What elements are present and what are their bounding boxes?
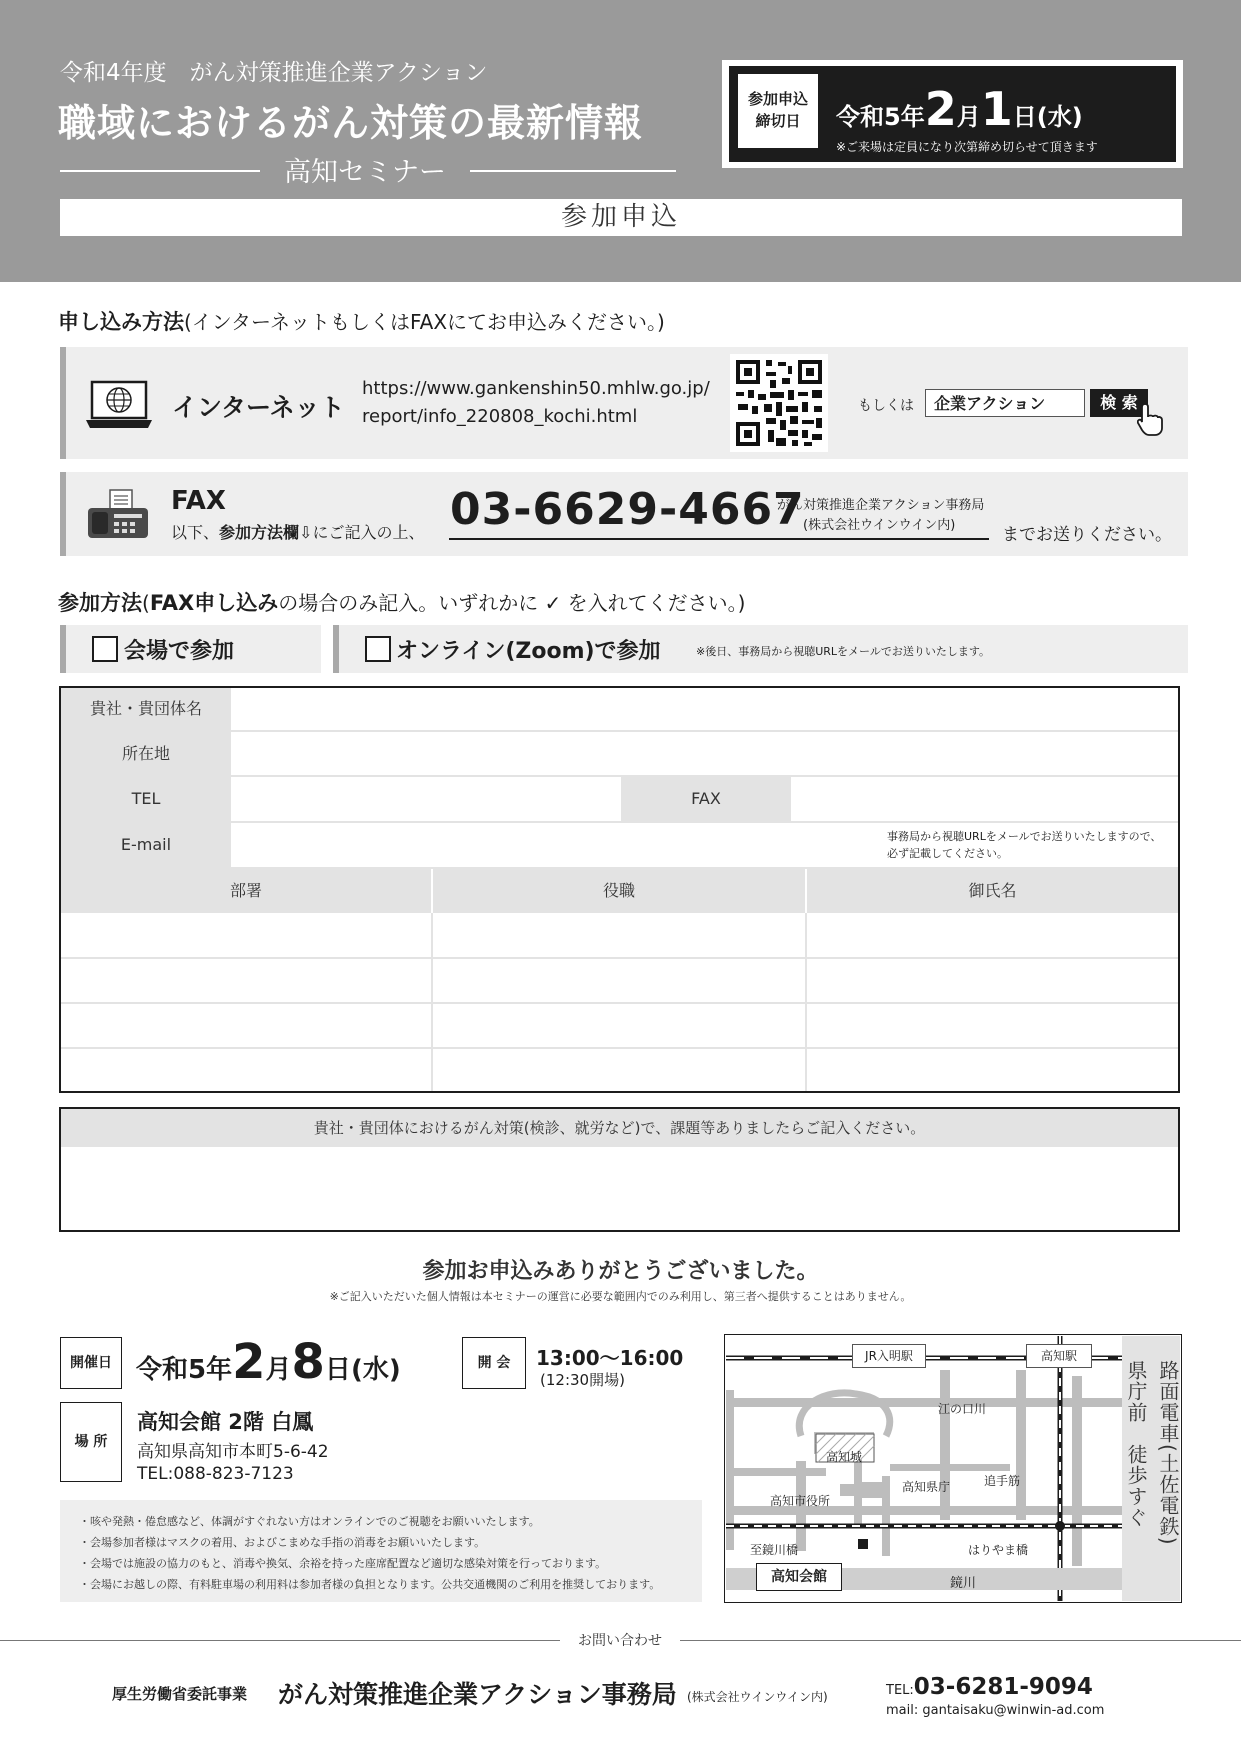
note-item: ・会場にお越しの際、有料駐車場の利用料は参加者様の負担となります。公共交通機関のご利用を推奨しております。 — [79, 1578, 661, 1591]
fax-number[interactable]: 03-6629-4667 — [450, 484, 805, 535]
note-item: ・咳や発熱・倦怠感など、体調がすぐれない方はオンラインでのご視聴をお願いいたします。 — [79, 1515, 540, 1528]
name-field-4[interactable] — [807, 1049, 1178, 1091]
fax-instr-post: にご記入の上、 — [312, 523, 425, 542]
event-time: 13:00〜16:00 — [536, 1346, 684, 1370]
hariyama-bridge-label: はりやま橋 — [968, 1543, 1029, 1557]
deadline-badge-line1: 参加申込 — [747, 90, 808, 108]
contact-email[interactable]: mail: gantaisaku@winwin-ad.com — [886, 1703, 1105, 1718]
address-label: 所在地 — [61, 732, 231, 775]
header-subtitle: 令和4年度 がん対策推進企業アクション — [60, 60, 488, 86]
name-header: 御氏名 — [807, 869, 1178, 913]
organizer-sub: (株式会社ウインウイン内) — [687, 1690, 828, 1704]
email-note-line1: 事務局から視聴URLをメールでお送りいたしますので、 — [887, 830, 1162, 843]
participation-heading — [58, 587, 745, 617]
deadline-day-suffix: 日 — [1012, 103, 1037, 131]
comment-field[interactable] — [61, 1147, 1178, 1230]
participation-note-pre: ( — [142, 591, 150, 615]
apply-title-bar: 参加申込 — [60, 199, 1182, 236]
address-field[interactable] — [233, 732, 1178, 775]
participation-note-bold: FAX申し込み — [149, 591, 279, 615]
privacy-note: ※ご記入いただいた個人情報は本セミナーの運営に必要な範囲内でのみ利用し、第三者へ提供することはありません。 — [329, 1290, 912, 1303]
fax-instr-pre: 以下、 — [171, 523, 220, 542]
event-era: 令和5年 — [136, 1355, 233, 1385]
event-date — [136, 1334, 401, 1390]
venue-option-label: 会場で参加 — [124, 639, 235, 664]
contact-tel[interactable] — [886, 1674, 1093, 1700]
participation-heading-text: 参加方法 — [58, 591, 142, 615]
search-button[interactable]: 検 索 — [1090, 389, 1148, 417]
deadline-date — [836, 82, 1083, 136]
footer-divider — [0, 1640, 560, 1641]
divider — [60, 170, 260, 172]
event-month-suffix: 月 — [265, 1355, 292, 1385]
deadline-era: 令和5年 — [836, 103, 925, 131]
dept-field-3[interactable] — [61, 1004, 431, 1047]
sponsor-label: 厚生労働省委託事業 — [112, 1685, 248, 1703]
online-option-note: ※後日、事務局から視聴URLをメールでお送りいたします。 — [696, 645, 990, 658]
online-option-label: オンライン(Zoom)で参加 — [396, 639, 661, 664]
application-url-line2[interactable]: report/info_220808_kochi.html — [362, 406, 638, 427]
otesuji-label: 追手筋 — [984, 1474, 1021, 1488]
method-heading — [58, 306, 665, 336]
fax-label: FAX — [171, 486, 226, 516]
deadline-badge — [738, 74, 818, 148]
castle-label: 高知城 — [826, 1450, 863, 1464]
doors-open-time: (12:30開場) — [540, 1371, 625, 1389]
dept-field-1[interactable] — [61, 913, 431, 957]
deadline-day: 1 — [980, 82, 1013, 136]
place-tag: 場 所 — [60, 1402, 122, 1482]
online-checkbox[interactable] — [365, 636, 391, 662]
tel-label: TEL — [61, 777, 231, 821]
divider — [470, 170, 676, 172]
kochi-station-label: 高知駅 — [1026, 1344, 1092, 1368]
event-day-suffix: 日 — [324, 1355, 351, 1385]
fax-instruction — [171, 520, 424, 543]
footer-divider — [680, 1640, 1241, 1641]
open-tag: 開 会 — [462, 1337, 526, 1389]
laptop-globe-icon — [86, 380, 152, 430]
map-drawing — [726, 1336, 1180, 1601]
position-field-4[interactable] — [433, 1049, 805, 1091]
deadline-month-suffix: 月 — [956, 103, 981, 131]
application-url-line1[interactable]: https://www.gankenshin50.mhlw.go.jp/ — [362, 378, 710, 399]
dept-field-2[interactable] — [61, 959, 431, 1002]
name-field-2[interactable] — [807, 959, 1178, 1002]
position-field-1[interactable] — [433, 913, 805, 957]
jr-station-label: JR入明駅 — [852, 1344, 926, 1368]
deadline-badge-line2: 締切日 — [755, 112, 801, 130]
venue-tel: TEL:088-823-7123 — [137, 1464, 294, 1484]
email-label: E-mail — [61, 823, 231, 867]
down-arrow-icon: ⇩ — [299, 523, 313, 542]
contact-heading: お問い合わせ — [578, 1633, 662, 1649]
contact-tel-number: 03-6281-9094 — [913, 1674, 1093, 1700]
city-hall-label: 高知市役所 — [770, 1494, 831, 1508]
position-field-2[interactable] — [433, 959, 805, 1002]
deadline-month: 2 — [924, 82, 957, 136]
method-heading-note: (インターネットもしくはFAXにてお申込みください。) — [184, 310, 665, 334]
kagamigawa-bridge-label: 至鏡川橋 — [750, 1543, 799, 1557]
fax-office-name: がん対策推進企業アクション事務局 — [777, 498, 985, 513]
method-heading-text: 申し込み方法 — [58, 310, 184, 334]
fax-machine-icon — [86, 488, 150, 540]
date-tag: 開催日 — [60, 1337, 122, 1389]
email-note-line2: 必ず記載してください。 — [887, 847, 1008, 860]
map-venue-label: 高知会館 — [756, 1563, 842, 1591]
company-field[interactable] — [233, 688, 1178, 730]
tel-field[interactable] — [233, 777, 619, 821]
tram-stop-label: 県庁前 徒歩すぐ — [1124, 1360, 1148, 1528]
note-item: ・会場参加者様はマスクの着用、およびこまめな手指の消毒をお願いいたします。 — [79, 1536, 486, 1549]
deadline-weekday: (水) — [1036, 103, 1083, 131]
fax-field-label: FAX — [621, 777, 791, 821]
contact-tel-label: TEL: — [886, 1683, 914, 1698]
fax-field[interactable] — [793, 777, 1178, 821]
page-title: 職域におけるがん対策の最新情報 — [58, 101, 644, 145]
note-item: ・会場では施設の協力のもと、消毒や換気、余裕を持った座席配置など適切な感染対策を行っております。 — [79, 1557, 607, 1570]
participation-note-post: の場合のみ記入。いずれかに ✓ を入れてください。) — [278, 591, 746, 615]
event-month: 2 — [232, 1334, 266, 1390]
dept-field-4[interactable] — [61, 1049, 431, 1091]
pointer-hand-icon — [1137, 402, 1163, 436]
dept-header: 部署 — [61, 869, 431, 913]
name-field-3[interactable] — [807, 1004, 1178, 1047]
venue-checkbox[interactable] — [92, 636, 118, 662]
enokuchi-river-label: 江の口川 — [938, 1402, 987, 1416]
seminar-name: 高知セミナー — [284, 157, 446, 188]
name-field-1[interactable] — [807, 913, 1178, 957]
or-text: もしくは — [858, 398, 914, 414]
position-field-3[interactable] — [433, 1004, 805, 1047]
qr-code[interactable] — [730, 354, 828, 452]
fax-office-sub: (株式会社ウインウイン内) — [803, 518, 956, 533]
event-weekday: (水) — [350, 1355, 401, 1385]
comment-heading: 貴社・貴団体におけるがん対策(検診、就労など)で、課題等ありましたらご記入ください。 — [61, 1109, 1178, 1147]
search-input[interactable]: 企業アクション — [925, 389, 1085, 417]
tram-line-label: 路面電車(土佐電鉄) — [1156, 1360, 1180, 1546]
fax-underline — [449, 538, 989, 540]
thanks-message: 参加お申込みありがとうございました。 — [422, 1259, 819, 1284]
company-label: 貴社・貴団体名 — [61, 688, 231, 730]
venue-address: 高知県高知市本町5-6-42 — [137, 1442, 329, 1462]
internet-label: インターネット — [172, 393, 345, 422]
kagamigawa-river-label: 鏡川 — [950, 1576, 977, 1591]
pref-office-label: 高知県庁 — [902, 1480, 951, 1494]
deadline-note: ※ご来場は定員になり次第締め切らせて頂きます — [836, 140, 1098, 154]
fax-send-text: までお送りください。 — [1002, 525, 1172, 545]
position-header: 役職 — [433, 869, 805, 913]
venue-name: 高知会館 2階 白鳳 — [137, 1410, 314, 1434]
event-day: 8 — [291, 1334, 325, 1390]
organizer-name: がん対策推進企業アクション事務局 — [278, 1680, 677, 1709]
fax-instr-bold: 参加方法欄 — [219, 523, 300, 542]
